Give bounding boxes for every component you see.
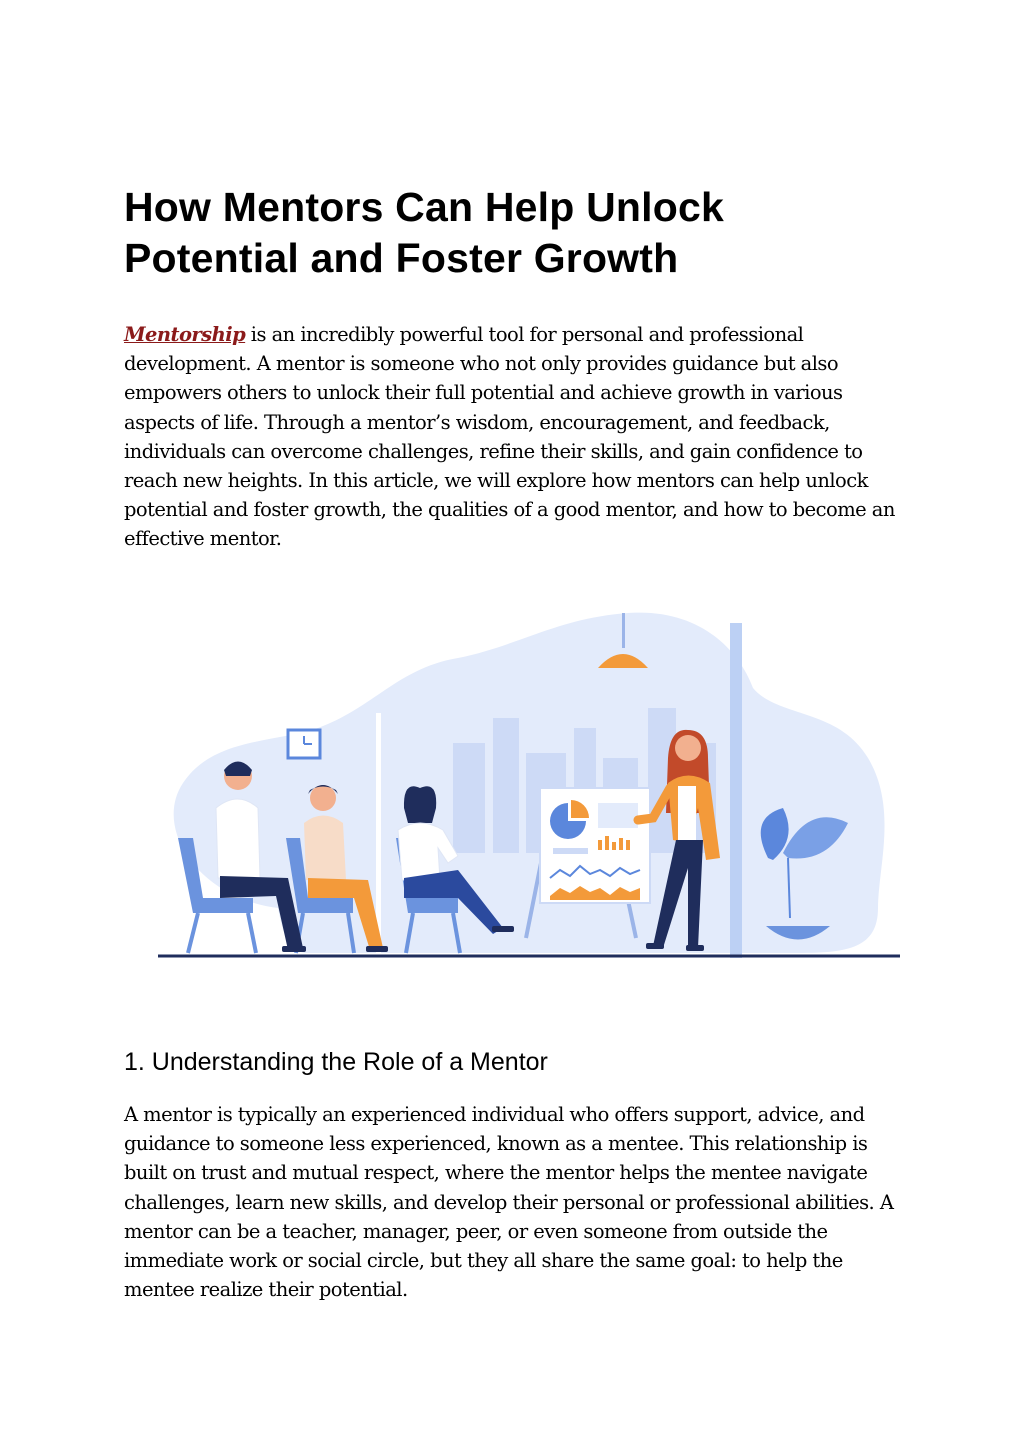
mentorship-link[interactable]: Mentorship — [124, 323, 246, 346]
wall-clock-icon — [288, 730, 320, 758]
intro-text: is an incredibly powerful tool for personal and professional development. A mentor is someone who not only provides guidance but also empowers others to unlock their full potential and achieve growth in various aspects of life. Through a mentor’s wisdom, encouragement, and feedback, individuals can overcome challenges, refine their skills, and gain confidence to reach new heights. In this article, we will explore how mentors can help unlock potential and foster growth, the qualities of a good mentor, and how to become an effective mentor. — [124, 323, 895, 551]
mentoring-session-illustration — [158, 608, 900, 964]
section-1-paragraph: A mentor is typically an experienced individual who offers support, advice, and guidance to someone less experienced, known as a mentee. This relationship is built on trust and mutual respect, where the mentor helps the mentee navigate challenges, learn new skills, and develop their personal or professional abilities. A mentor can be a teacher, manager, peer, or even someone from outside the immediate work or social circle, but they all share the same goal: to help the mentee realize their potential. — [124, 1103, 894, 1302]
intro-paragraph — [124, 320, 914, 554]
window-frame-right — [730, 623, 742, 958]
page-title: How Mentors Can Help Unlock Potential and Foster Growth — [124, 184, 724, 281]
section-heading-1: 1. Understanding the Role of a Mentor — [124, 1048, 548, 1076]
